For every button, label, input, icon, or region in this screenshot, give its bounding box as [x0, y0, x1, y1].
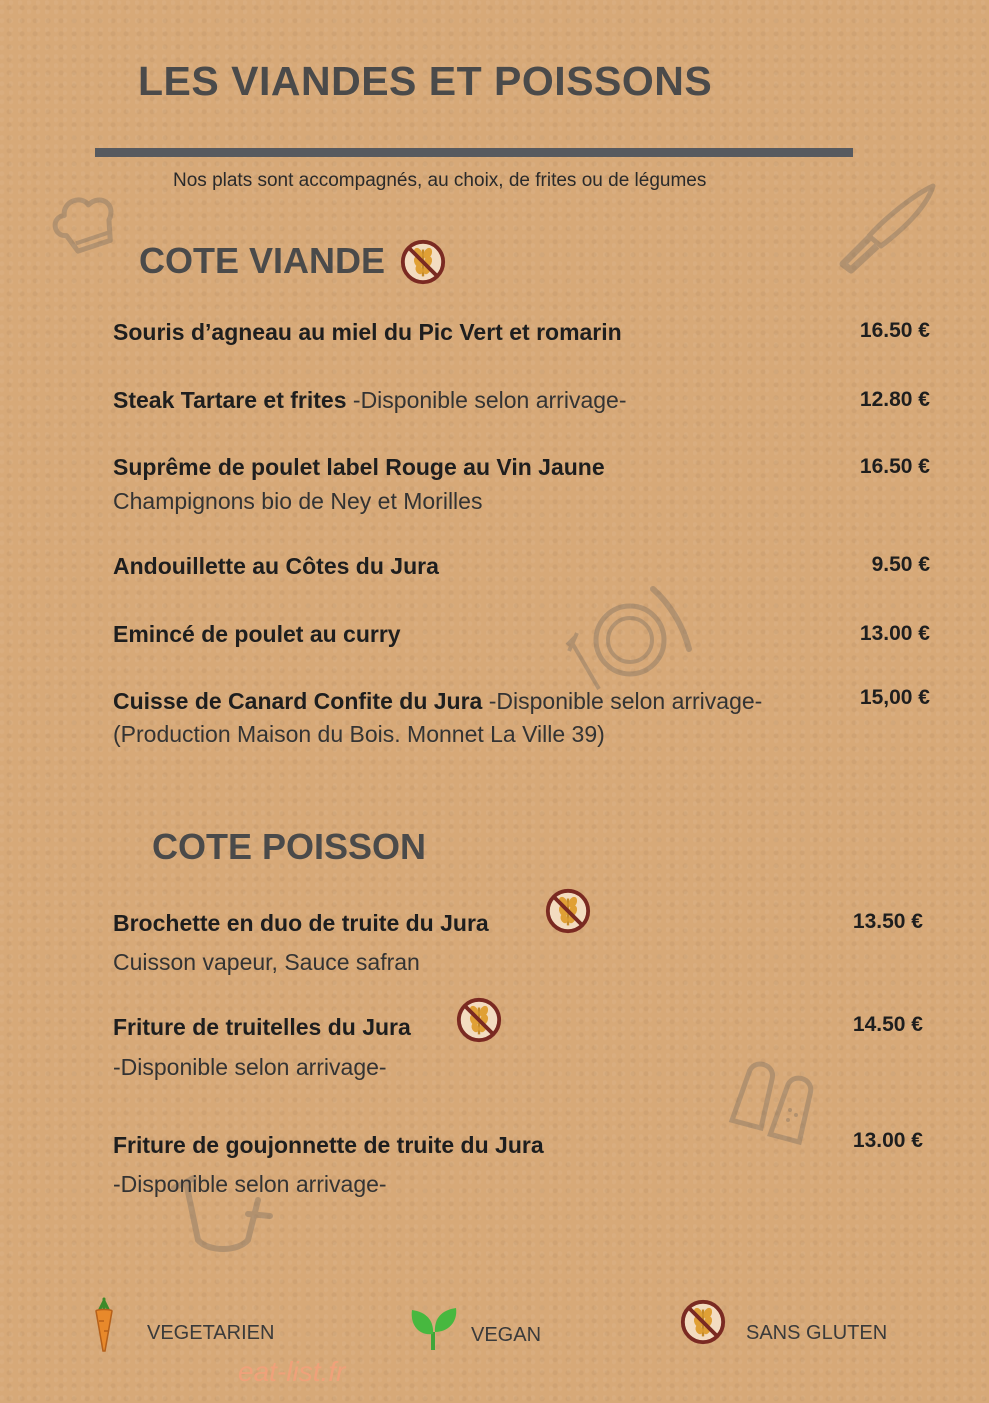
dish-description: -Disponible selon arrivage-: [113, 1054, 387, 1080]
dish-name: Emincé de poulet au curry: [113, 621, 401, 647]
dish-title: Cuisse de Canard Confite du Jura: [113, 688, 483, 714]
dish-price: 13.00 €: [852, 1129, 923, 1152]
dish-price: 15,00 €: [859, 686, 930, 709]
knife-icon: [835, 180, 940, 275]
dish-name: Brochette en duo de truite du Jura: [113, 910, 489, 936]
page-title: LES VIANDES ET POISSONS: [138, 58, 713, 104]
dish-title: Steak Tartare et frites: [113, 387, 347, 413]
dish-name: [113, 387, 626, 414]
dish-name: Suprême de poulet label Rouge au Vin Jaune: [113, 454, 605, 480]
title-divider: [95, 148, 853, 157]
legend-gluten-free: SANS GLUTEN: [746, 1322, 888, 1344]
dish-price: 9.50 €: [871, 553, 930, 576]
dish-price: 13.00 €: [859, 622, 930, 645]
dish-price: 16.50 €: [859, 319, 930, 342]
page-subtitle: Nos plats sont accompagnés, au choix, de frites ou de légumes: [173, 170, 707, 191]
watermark: eat-list.fr: [238, 1356, 346, 1387]
chef-hat-icon: [50, 190, 125, 265]
gluten-free-icon: [399, 238, 447, 286]
salt-pepper-icon: [728, 1055, 823, 1150]
gluten-free-icon: [455, 996, 503, 1044]
dish-description: Cuisson vapeur, Sauce safran: [113, 949, 420, 975]
dish-price: 13.50 €: [852, 910, 923, 933]
dish-price: 16.50 €: [859, 455, 930, 478]
dish-description: (Production Maison du Bois. Monnet La Ville 39): [113, 721, 605, 747]
dish-name: Souris d’agneau au miel du Pic Vert et romarin: [113, 319, 622, 345]
dish-description: -Disponible selon arrivage-: [113, 1171, 387, 1197]
dish-name: Andouillette au Côtes du Jura: [113, 553, 439, 579]
leaf-sprout-icon: [408, 1306, 460, 1352]
dish-price: 12.80 €: [859, 388, 930, 411]
gluten-free-icon: [679, 1298, 727, 1346]
section-title-meat: COTE VIANDE: [139, 240, 386, 281]
legend-vegan: VEGAN: [471, 1324, 542, 1346]
dish-name: [113, 688, 762, 715]
plate-cutlery-icon: [565, 585, 695, 695]
section-title-fish: COTE POISSON: [152, 826, 427, 867]
carrot-icon: [92, 1297, 116, 1353]
gluten-free-icon: [544, 887, 592, 935]
legend-vegetarian: VEGETARIEN: [147, 1322, 275, 1344]
dish-availability-note: -Disponible selon arrivage-: [346, 387, 627, 413]
dish-name: Friture de truitelles du Jura: [113, 1014, 411, 1040]
dish-price: 14.50 €: [852, 1013, 923, 1036]
dish-name: Friture de goujonnette de truite du Jura: [113, 1132, 544, 1158]
dish-availability-note: -Disponible selon arrivage-: [482, 688, 763, 714]
dish-description: Champignons bio de Ney et Morilles: [113, 488, 483, 514]
